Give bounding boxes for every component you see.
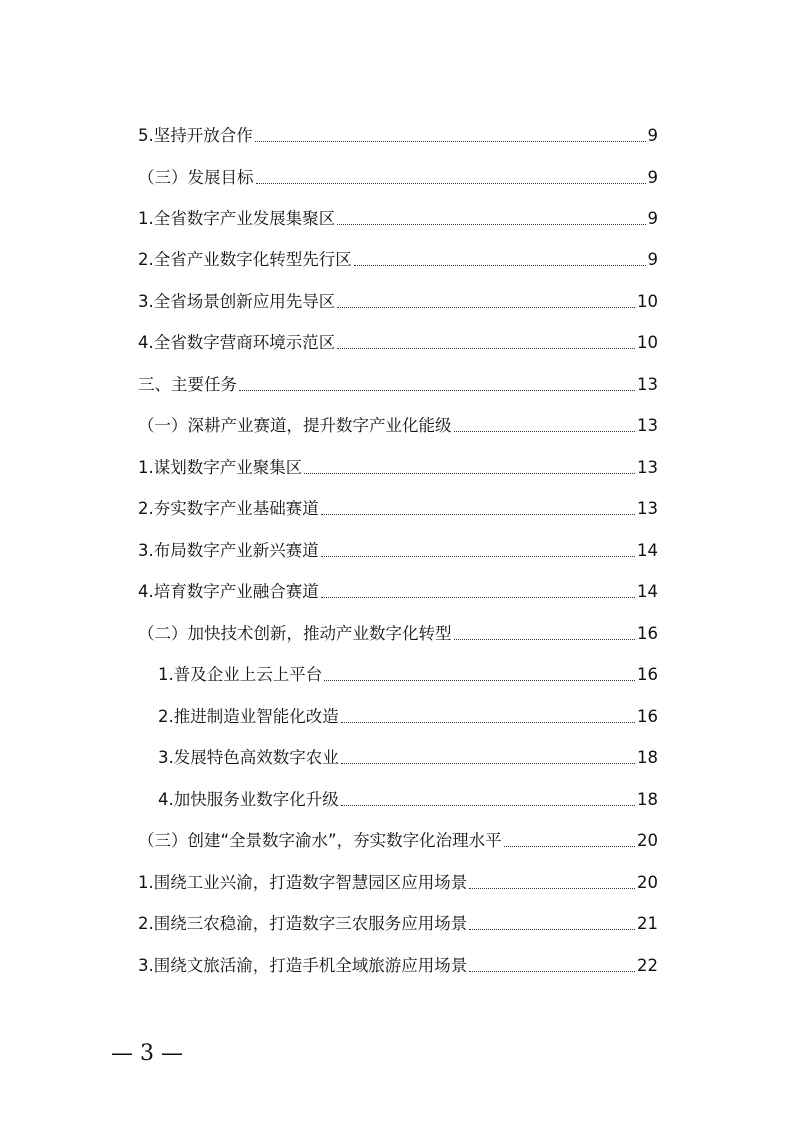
toc-page-number: 13 xyxy=(637,416,658,435)
toc-page-number: 20 xyxy=(637,831,658,850)
toc-page-number: 10 xyxy=(637,333,658,352)
toc-entry-title: 1.围绕工业兴渝，打造数字智慧园区应用场景 xyxy=(138,873,468,892)
toc-entry[interactable] xyxy=(138,535,658,561)
toc-entry[interactable] xyxy=(138,162,658,188)
toc-entry-title: 5.坚持开放合作 xyxy=(138,126,253,145)
toc-entry[interactable] xyxy=(138,867,658,893)
toc-dot-leader xyxy=(239,390,635,391)
toc-entry[interactable] xyxy=(138,825,658,851)
toc-entry[interactable] xyxy=(158,701,658,727)
toc-entry-title: 3.围绕文旅活渝，打造手机全域旅游应用场景 xyxy=(138,956,468,975)
toc-page-number: 13 xyxy=(637,375,658,394)
toc-dot-leader xyxy=(304,473,635,474)
toc-entry[interactable] xyxy=(138,950,658,976)
page-number-footer: — 3 — xyxy=(111,1041,183,1066)
toc-page-number: 16 xyxy=(637,707,658,726)
toc-entry[interactable] xyxy=(158,742,658,768)
toc-entry-title: 1.普及企业上云上平台 xyxy=(158,665,323,684)
toc-dot-leader xyxy=(469,888,635,889)
toc-page-number: 9 xyxy=(647,126,658,145)
toc-dot-leader xyxy=(337,224,645,225)
toc-entry[interactable] xyxy=(158,659,658,685)
toc-entry-title: 3.发展特色高效数字农业 xyxy=(158,748,339,767)
toc-page-number: 9 xyxy=(647,209,658,228)
toc-dot-leader xyxy=(321,514,635,515)
toc-page-number: 13 xyxy=(637,458,658,477)
toc-entry-title: 4.全省数字营商环境示范区 xyxy=(138,333,336,352)
toc-dot-leader xyxy=(454,639,636,640)
toc-entry-title: 2.全省产业数字化转型先行区 xyxy=(138,250,352,269)
toc-entry[interactable] xyxy=(158,784,658,810)
toc-entry[interactable] xyxy=(138,908,658,934)
toc-entry[interactable] xyxy=(138,410,658,436)
toc-entry-title: （二）加快技术创新，推动产业数字化转型 xyxy=(138,624,452,643)
toc-entry-title: 2.推进制造业智能化改造 xyxy=(158,707,339,726)
toc-page-number: 10 xyxy=(637,292,658,311)
toc-entry-title: （三）创建“全景数字渝水”，夯实数字化治理水平 xyxy=(138,831,502,850)
toc-dot-leader xyxy=(354,265,646,266)
toc-entry[interactable] xyxy=(138,120,658,146)
toc-page-number: 20 xyxy=(637,873,658,892)
toc-dot-leader xyxy=(337,348,635,349)
toc-page-number: 16 xyxy=(637,624,658,643)
toc-entry-title: 4.加快服务业数字化升级 xyxy=(158,790,339,809)
toc-entry-title: 1.谋划数字产业聚集区 xyxy=(138,458,303,477)
toc-entry[interactable] xyxy=(138,618,658,644)
toc-entry-title: 2.围绕三农稳渝，打造数字三农服务应用场景 xyxy=(138,914,468,933)
toc-dot-leader xyxy=(341,763,635,764)
toc-dot-leader xyxy=(469,971,635,972)
toc-entry-title: 4.培育数字产业融合赛道 xyxy=(138,582,319,601)
toc-entry[interactable] xyxy=(138,244,658,270)
toc-dot-leader xyxy=(324,680,635,681)
toc-entry[interactable] xyxy=(138,286,658,312)
toc-entry-title: （一）深耕产业赛道，提升数字产业化能级 xyxy=(138,416,452,435)
toc-entry-title: 1.全省数字产业发展集聚区 xyxy=(138,209,336,228)
toc-dot-leader xyxy=(341,722,635,723)
toc-page-number: 22 xyxy=(637,956,658,975)
toc-dot-leader xyxy=(341,805,635,806)
toc-entry[interactable] xyxy=(138,493,658,519)
toc-page-number: 18 xyxy=(637,790,658,809)
toc-page-number: 9 xyxy=(647,168,658,187)
toc-entry[interactable] xyxy=(138,327,658,353)
toc-entry-title: 2.夯实数字产业基础赛道 xyxy=(138,499,319,518)
toc-page-number: 21 xyxy=(637,914,658,933)
toc-page-number: 13 xyxy=(637,499,658,518)
toc-dot-leader xyxy=(469,929,635,930)
toc-dot-leader xyxy=(337,307,635,308)
toc-dot-leader xyxy=(454,431,636,432)
toc-page-number: 16 xyxy=(637,665,658,684)
toc-entry[interactable] xyxy=(138,576,658,602)
toc-entry-title: （三）发展目标 xyxy=(138,168,254,187)
toc-dot-leader xyxy=(256,183,646,184)
toc-entry-title: 3.布局数字产业新兴赛道 xyxy=(138,541,319,560)
toc-page-number: 9 xyxy=(647,250,658,269)
toc-entry[interactable] xyxy=(138,452,658,478)
toc-entry-title: 3.全省场景创新应用先导区 xyxy=(138,292,336,311)
toc-dot-leader xyxy=(321,556,635,557)
toc-page-number: 18 xyxy=(637,748,658,767)
toc-entry[interactable] xyxy=(138,203,658,229)
toc-dot-leader xyxy=(321,597,635,598)
toc-page-number: 14 xyxy=(637,582,658,601)
toc-entry[interactable] xyxy=(138,369,658,395)
toc-entry-title: 三、主要任务 xyxy=(138,375,237,394)
toc-dot-leader xyxy=(255,141,646,142)
toc-page-number: 14 xyxy=(637,541,658,560)
toc-dot-leader xyxy=(504,846,635,847)
